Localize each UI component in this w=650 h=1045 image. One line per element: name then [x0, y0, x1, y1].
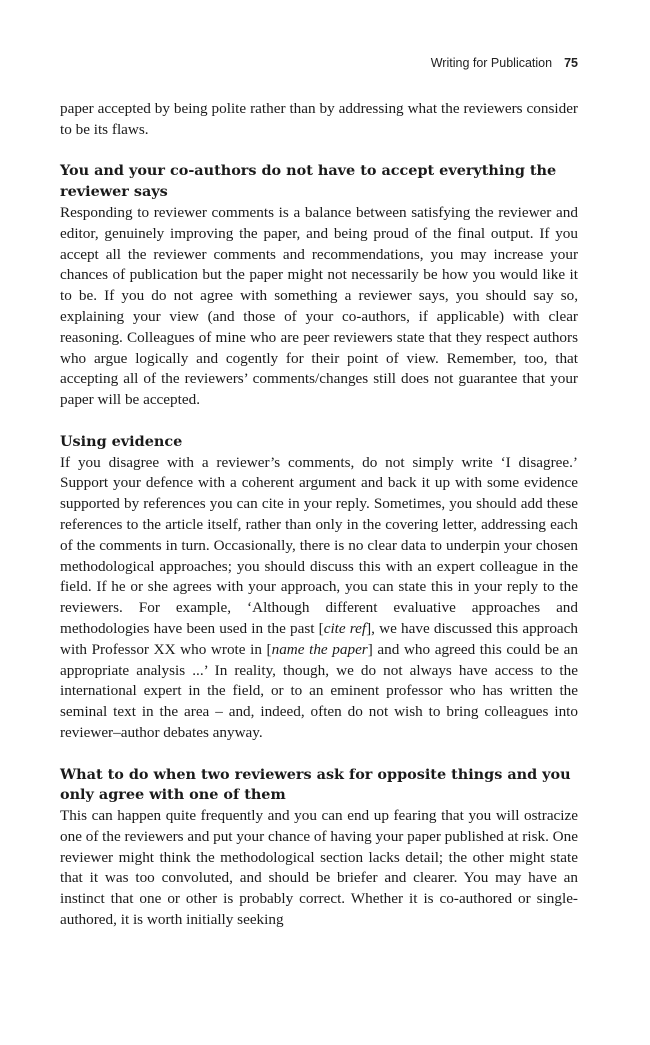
evidence-text-part-2: ], we have discussed this approach with Professor XX who wrote in [: [60, 619, 579, 658]
evidence-text-part-1: If you disagree with a reviewer’s comments, do not simply write ‘I disagree.’ Support your defence with a coherent argument and back it up with some evidence supported by references you can cite in your reply. Sometimes, you should add these references to the article itself, rather than only in the covering letter, addressing each of the comments in turn. Occasionally, there is no clear data to underpin your chosen methodological approaches; you should discuss this with an expert colleague in the field. If he or she agrees with your approach, you can state this in your reply to the reviewers. For example, ‘Although different evaluative approaches and methodologies have been used in the past [: [60, 453, 578, 637]
section-heading-opposite-reviewers: What to do when two reviewers ask for opposite things and you only agree with one of them: [60, 765, 571, 804]
section-heading-accept-everything: You and your co-authors do not have to accept everything the reviewer says: [60, 162, 557, 201]
section-body-using-evidence: [60, 453, 578, 744]
section-body-opposite-reviewers: This can happen quite frequently and you can end up fearing that you will ostracize one of the reviewers and put your chance of having your paper published at risk. One reviewer might think the methodological section lacks detail; the other might state that it was too convoluted, and should be briefer and clearer. You may have an instinct that one or other is probably correct. Whether it is co-authored or single-authored, it is worth initially seeking: [60, 807, 578, 929]
section-heading-using-evidence: Using evidence: [60, 432, 183, 450]
evidence-text-part-3: ] and who agreed this could be an appropriate analysis ...’ In reality, though, we do not always have access to the international expert in the field, or to an eminent professor who has written the seminal text in the area – and, indeed, often do not wish to bring colleagues into reviewer–author debates anyway.: [60, 640, 579, 741]
intro-paragraph: paper accepted by being polite rather than by addressing what the reviewers consider to be its flaws.: [60, 100, 578, 138]
page-number: 75: [564, 56, 578, 70]
evidence-italic-cite-ref: cite ref: [323, 619, 367, 637]
section-body-accept-everything: Responding to reviewer comments is a balance between satisfying the reviewer and editor, genuinely improving the paper, and being proud of the final output. If you accept all the reviewer comments and recommendations, you may increase your chances of publication but the paper might not necessarily be how you would like it to be. If you do not agree with something a reviewer says, you should say so, explaining your view (and those of your co-authors, if applicable) with clear reasoning. Colleagues of mine who are peer reviewers state that they respect authors who argue logically and cogently for their point of view. Remember, too, that accepting all of the reviewers’ comments/changes still does not guarantee that your paper will be accepted.: [60, 203, 578, 409]
running-head-title: Writing for Publication: [430, 56, 553, 70]
page-content: [60, 99, 578, 931]
running-head: [431, 56, 578, 70]
evidence-italic-name-the-paper: name the paper: [271, 640, 368, 658]
